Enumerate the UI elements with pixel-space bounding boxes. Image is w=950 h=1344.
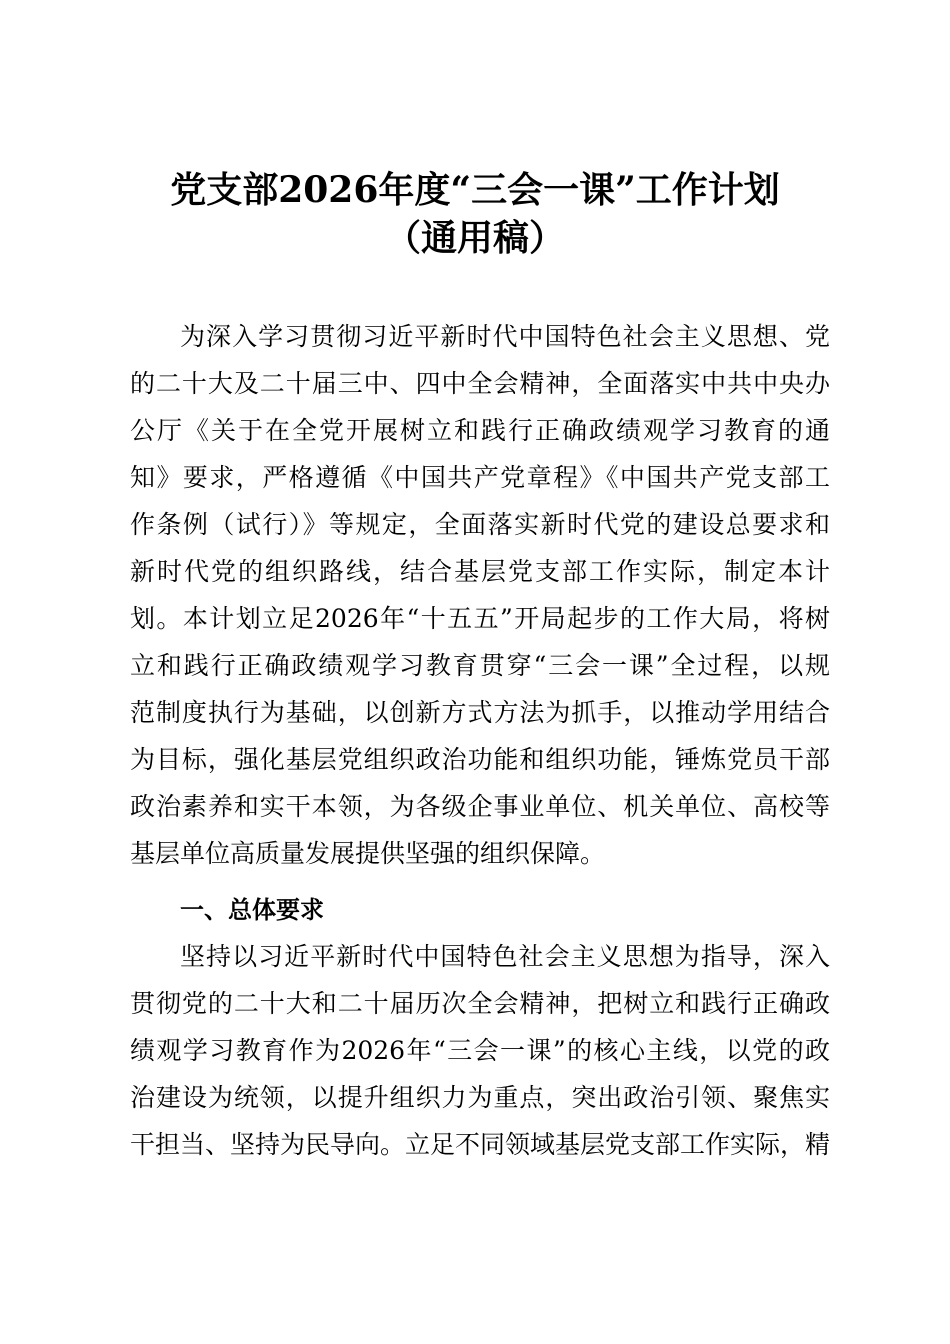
text-line: 作条例（试行）》等规定，全面落实新时代党的建设总要求和 bbox=[130, 510, 830, 539]
document-subtitle: （通用稿） bbox=[384, 217, 565, 259]
text-line: 政治素养和实干本领，为各级企事业单位、机关单位、高校等 bbox=[130, 792, 830, 821]
text-line: 坚持以习近平新时代中国特色社会主义思想为指导，深入 bbox=[180, 942, 830, 971]
text-line: 为目标，强化基层党组织政治功能和组织功能，锤炼党员干部 bbox=[130, 745, 830, 774]
text-line: 划。本计划立足2026年“十五五”开局起步的工作大局，将树 bbox=[130, 604, 830, 633]
text-line: 公厅《关于在全党开展树立和践行正确政绩观学习教育的通 bbox=[130, 416, 830, 445]
section-heading: 一、总体要求 bbox=[180, 896, 324, 924]
text-line: 新时代党的组织路线，结合基层党支部工作实际，制定本计 bbox=[130, 557, 830, 586]
text-line: 基层单位高质量发展提供坚强的组织保障。 bbox=[130, 839, 606, 868]
text-line: 干担当、坚持为民导向。立足不同领域基层党支部工作实际，精 bbox=[130, 1130, 831, 1159]
text-line: 的二十大及二十届三中、四中全会精神，全面落实中共中央办 bbox=[130, 369, 830, 398]
text-line: 知》要求，严格遵循《中国共产党章程》《中国共产党支部工 bbox=[130, 463, 830, 492]
text-line: 为深入学习贯彻习近平新时代中国特色社会主义思想、党 bbox=[180, 322, 830, 351]
text-line: 治建设为统领，以提升组织力为重点，突出政治引领、聚焦实 bbox=[130, 1083, 830, 1112]
document-title: 党支部2026年度“三会一课”工作计划 bbox=[170, 169, 780, 211]
text-line: 范制度执行为基础，以创新方式方法为抓手，以推动学用结合 bbox=[130, 698, 830, 727]
text-line: 贯彻党的二十大和二十届历次全会精神，把树立和践行正确政 bbox=[130, 989, 830, 1018]
text-line: 绩观学习教育作为2026年“三会一课”的核心主线，以党的政 bbox=[130, 1036, 830, 1065]
text-line: 立和践行正确政绩观学习教育贯穿“三会一课”全过程，以规 bbox=[130, 651, 830, 680]
